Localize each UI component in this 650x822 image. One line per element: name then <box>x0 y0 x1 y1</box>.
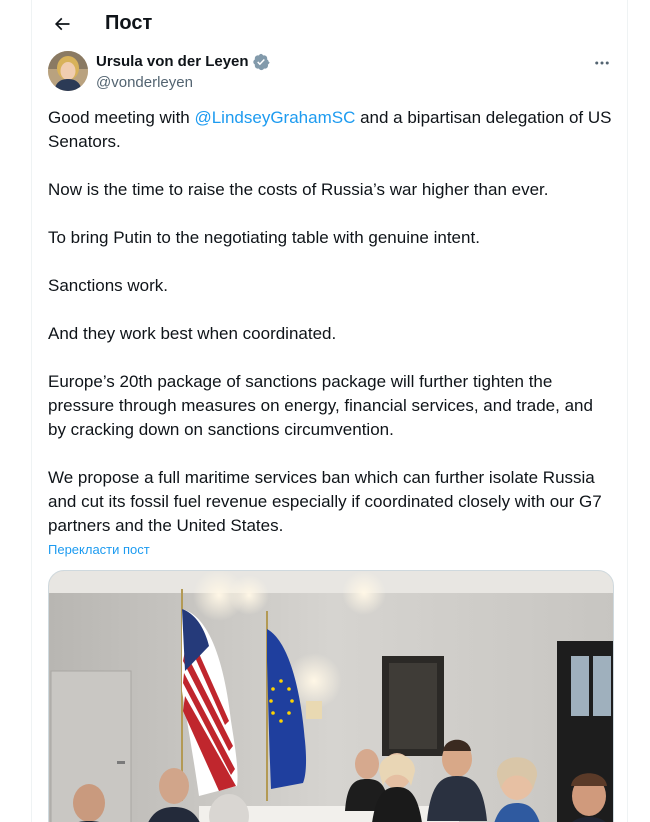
name-row <box>96 52 270 72</box>
arrow-left-icon <box>52 14 72 34</box>
post-text <box>48 106 614 538</box>
post-paragraph: To bring Putin to the negotiating table with genuine intent. <box>48 228 480 247</box>
post-paragraph: And they work best when coordinated. <box>48 324 337 343</box>
top-bar <box>32 0 627 48</box>
post-column <box>31 0 628 822</box>
more-button[interactable] <box>590 51 614 75</box>
more-dots-icon <box>593 54 611 72</box>
post-paragraph: Now is the time to raise the costs of Russia’s war higher than ever. <box>48 180 549 199</box>
page-title: Пост <box>105 12 153 34</box>
back-button[interactable] <box>46 8 78 40</box>
display-name[interactable]: Ursula von der Leyen <box>96 53 249 70</box>
post-photo[interactable] <box>48 570 614 822</box>
post-paragraph: Sanctions work. <box>48 276 168 295</box>
mention-link[interactable]: @LindseyGrahamSC <box>194 108 356 127</box>
author-block <box>48 51 614 95</box>
translate-post-link[interactable]: Перекласти пост <box>48 542 150 557</box>
user-handle[interactable]: @vonderleyen <box>96 74 193 91</box>
post-paragraph: Europe’s 20th package of sanctions package will further tighten the pressure through measures on energy, financial services, and trade, and by cracking down on sanctions circumvention. <box>48 372 593 439</box>
avatar[interactable] <box>48 51 88 91</box>
post-paragraph: We propose a full maritime services ban which can further isolate Russia and cut its fossil fuel revenue especially if coordinated closely with our G7 partners and the United States. <box>48 468 602 535</box>
verified-badge-icon[interactable] <box>252 53 270 71</box>
post-paragraph: Good meeting with @LindseyGrahamSC and a bipartisan delegation of US Senators. <box>48 108 612 151</box>
